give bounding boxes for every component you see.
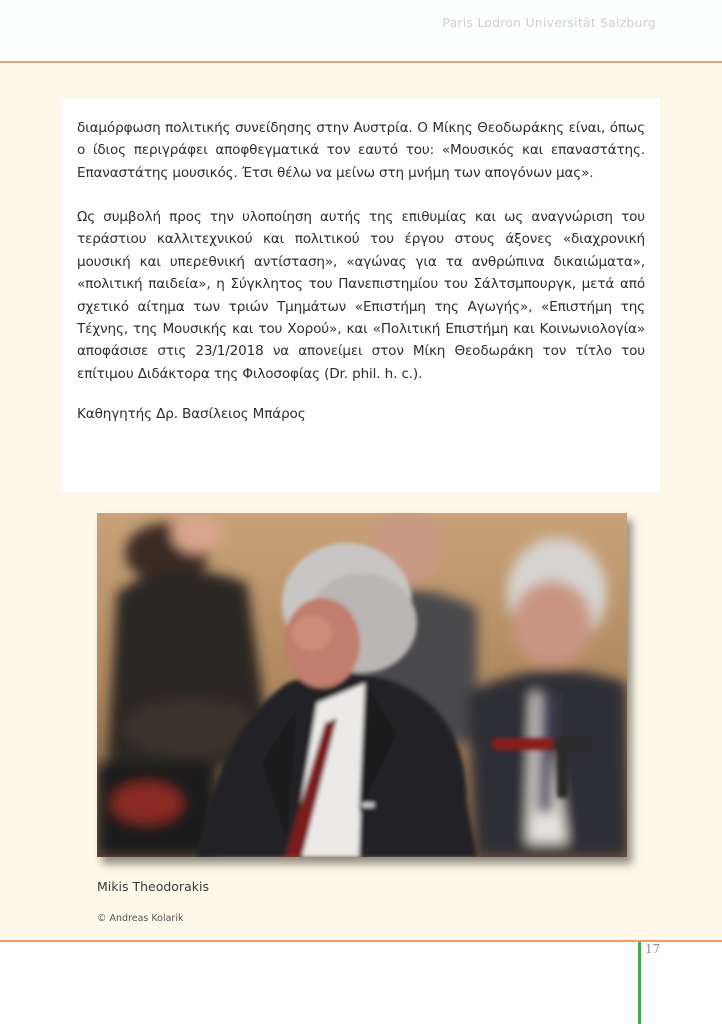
portrait-photo [97, 513, 627, 857]
body-paragraph: Ως συμβολή προς την υλοποίηση αυτής της επιθυμίας και ως αναγνώριση του τεράστιου καλλιτεχνικού και πολιτικού του έργου στους άξονες «διαχρονική μουσική και υπερεθνική αντίσταση», «αγώνας για τα ανθρώπινα δικαιώματα», «πολιτική παιδεία», η Σύγκλητος του Πανεπιστημίου του Σάλτσμπουργκ, μετά από σχετικό αίτημα των τριών Τμημάτων «Επιστήμη της Αγωγής», «Επιστήμη της Τέχνης, της Μουσικής και του Χορού», και «Πολιτική Επιστήμη και Κοινωνιολογία» αποφάσισε στις 23/1/2018 να απονείμει στον Μίκη Θεοδωράκη τον τίτλο του επίτιμου Διδάκτορα της Φιλοσοφίας (Dr. phil. h. c.). [77, 209, 645, 382]
photo-frame [97, 513, 627, 857]
footer-divider [0, 940, 722, 942]
page-number: 17 [645, 942, 661, 956]
page-header [0, 0, 722, 61]
text-panel [62, 98, 660, 492]
photo-caption: Mikis Theodorakis [97, 879, 209, 894]
author-signature: Καθηγητής Δρ. Βασίλειος Μπάρος [77, 406, 306, 422]
body-paragraph: διαμόρφωση πολιτικής συνείδησης στην Αυστρία. Ο Μίκης Θεοδωράκης είναι, όπως ο ίδιος περιγράφει αποφθεγματικά τον εαυτό του: «Μουσικός και επαναστάτης. Επαναστάτης μουσικός. Έτσι θέλω να μείνω στη μνήμη των απογόνων μας». [77, 120, 645, 181]
university-name: Paris Lodron Universität Salzburg [442, 15, 656, 30]
page-marker-bar [638, 942, 641, 1024]
photo-credit: © Andreas Kolarik [97, 913, 184, 924]
